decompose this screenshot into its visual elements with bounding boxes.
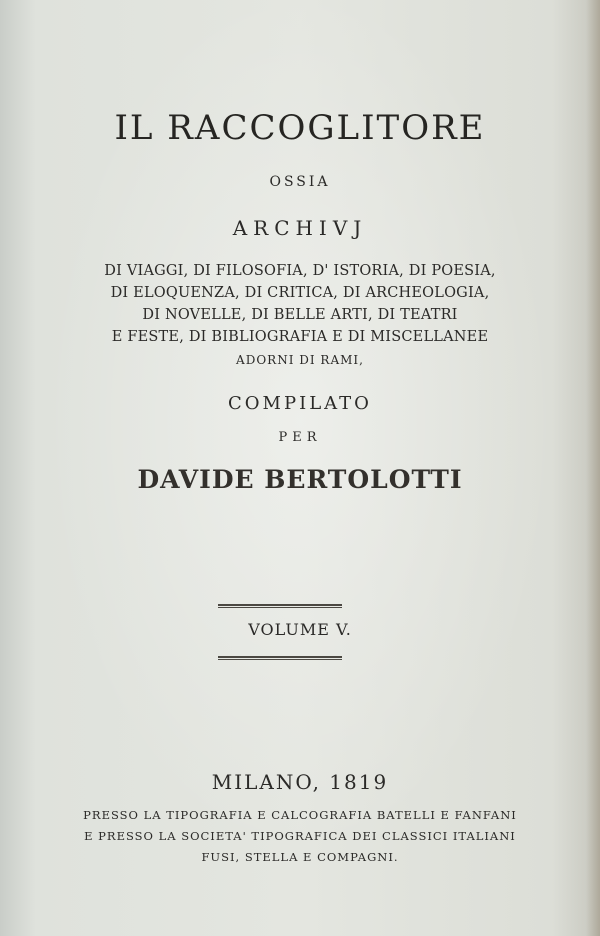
per-text: PER [278, 430, 322, 445]
author-name: DAVIDE BERTOLOTTI [137, 465, 463, 494]
subjects-line: DI ELOQUENZA, DI CRITICA, DI ARCHEOLOGIA, [110, 285, 490, 301]
printers-line: E PRESSO LA SOCIETA' TIPOGRAFICA DEI CLASSICI ITALIANI [84, 829, 516, 843]
adorni-text: ADORNI DI RAMI, [236, 353, 364, 367]
subjects-block [0, 260, 600, 348]
subjects-line: E FESTE, DI BIBLIOGRAFIA E DI MISCELLANEE [111, 329, 489, 345]
printers-line: FUSI, STELLA E COMPAGNI. [201, 850, 399, 864]
volume-top-rule [218, 604, 342, 608]
subjects-line: DI NOVELLE, DI BELLE ARTI, DI TEATRI [142, 307, 458, 323]
archivj-text: ARCHIVJ [232, 216, 368, 240]
place-date: MILANO, 1819 [211, 770, 389, 794]
volume-bottom-rule [218, 656, 342, 660]
printers-line: PRESSO LA TIPOGRAFIA E CALCOGRAFIA BATELLI E FANFANI [83, 808, 517, 822]
book-title: IL RACCOGLITORE [114, 108, 486, 148]
subjects-line: DI VIAGGI, DI FILOSOFIA, D' ISTORIA, DI POESIA, [104, 263, 496, 279]
printers-block [0, 805, 600, 868]
compilato-text: COMPILATO [228, 393, 372, 414]
ossia-text: OSSIA [269, 174, 331, 190]
volume-label: VOLUME V. [248, 620, 352, 639]
